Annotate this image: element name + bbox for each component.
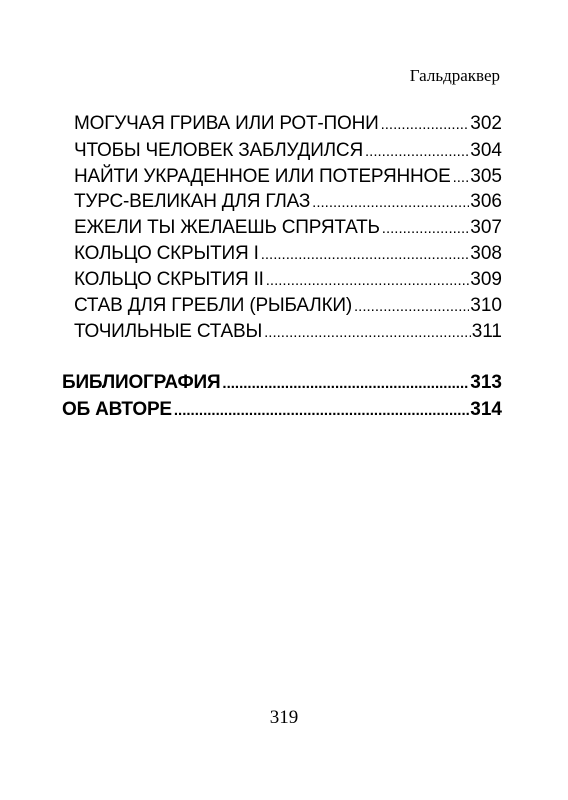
toc-entry-title: НАЙТИ УКРАДЕННОЕ ИЛИ ПОТЕРЯННОЕ bbox=[74, 166, 451, 187]
toc-entry-title: ТУРС-ВЕЛИКАН ДЛЯ ГЛАЗ bbox=[74, 191, 311, 212]
toc-leader-dots bbox=[381, 111, 470, 138]
toc-leader-dots bbox=[453, 164, 470, 191]
toc-leader-dots bbox=[261, 241, 470, 268]
toc-leader-dots bbox=[266, 267, 470, 294]
toc-leader-dots bbox=[354, 293, 469, 320]
toc-entry-page: 309 bbox=[470, 269, 502, 290]
toc-section-entry bbox=[62, 397, 502, 423]
toc-entry bbox=[74, 215, 502, 241]
toc-leader-dots bbox=[174, 397, 469, 424]
toc-entry-title: БИБЛИОГРАФИЯ bbox=[62, 372, 221, 393]
toc-entry bbox=[74, 164, 502, 190]
toc-leader-dots bbox=[264, 319, 471, 346]
toc-leader-dots bbox=[222, 370, 469, 397]
running-header: Гальдраквер bbox=[409, 66, 500, 85]
toc-entry-page: 308 bbox=[470, 243, 502, 264]
toc-entry bbox=[74, 189, 502, 215]
toc-entry bbox=[74, 267, 502, 293]
toc-entry-page: 311 bbox=[471, 321, 502, 342]
toc-entry bbox=[74, 319, 502, 345]
toc-entry-page: 305 bbox=[470, 166, 502, 187]
toc-entry-title: КОЛЬЦО СКРЫТИЯ I bbox=[74, 243, 259, 264]
page-number: 319 bbox=[269, 707, 299, 728]
toc-entry-title: МОГУЧАЯ ГРИВА ИЛИ РОТ-ПОНИ bbox=[74, 113, 379, 134]
toc-entry-page: 306 bbox=[470, 191, 502, 212]
toc-entry-title: ЧТОБЫ ЧЕЛОВЕК ЗАБЛУДИЛСЯ bbox=[74, 140, 363, 161]
toc-entry bbox=[74, 138, 502, 164]
toc-leader-dots bbox=[312, 189, 469, 216]
toc-entry-title: ТОЧИЛЬНЫЕ СТАВЫ bbox=[74, 321, 263, 342]
toc-entry-page: 314 bbox=[470, 399, 502, 420]
toc-entry-title: ОБ АВТОРЕ bbox=[62, 399, 172, 420]
toc-entry bbox=[74, 293, 502, 319]
toc-entry-page: 313 bbox=[470, 372, 502, 393]
toc-leader-dots bbox=[365, 138, 469, 165]
toc-entry-title: СТАВ ДЛЯ ГРЕБЛИ (РЫБАЛКИ) bbox=[74, 295, 353, 316]
toc-entry-title: ЕЖЕЛИ ТЫ ЖЕЛАЕШЬ СПРЯТАТЬ bbox=[74, 217, 380, 238]
toc-leader-dots bbox=[382, 215, 470, 242]
toc-entry-title: КОЛЬЦО СКРЫТИЯ II bbox=[74, 269, 264, 290]
toc-entry-page: 310 bbox=[470, 295, 502, 316]
toc-entry-page: 302 bbox=[470, 113, 502, 134]
toc-entry bbox=[74, 241, 502, 267]
toc-entry-page: 307 bbox=[470, 217, 502, 238]
toc-entry bbox=[74, 111, 502, 137]
toc-section-entry bbox=[62, 370, 502, 396]
toc-entry-page: 304 bbox=[470, 140, 502, 161]
